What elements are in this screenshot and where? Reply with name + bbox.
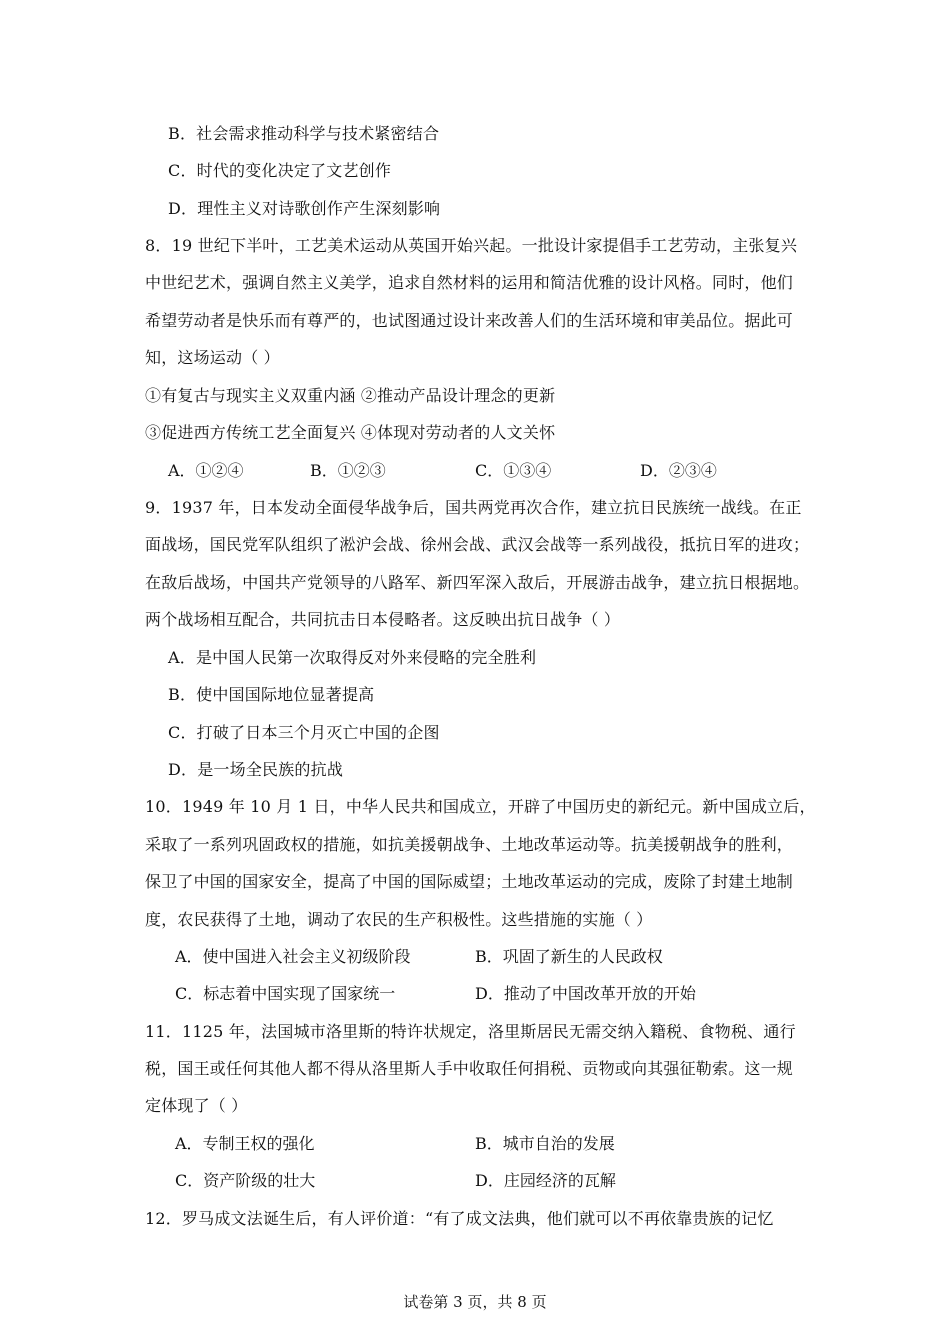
q8-stem-line: 8．19 世纪下半叶，工艺美术运动从英国开始兴起。一批设计家提倡手工艺劳动，主张复兴 <box>145 236 798 255</box>
q10-option-a: A．使中国进入社会主义初级阶段 <box>175 947 411 966</box>
q10-option-c: C．标志着中国实现了国家统一 <box>175 984 396 1003</box>
q10-stem-line: 采取了一系列巩固政权的措施，如抗美援朝战争、土地改革运动等。抗美援朝战争的胜利， <box>145 835 794 854</box>
q9-option-b: B．使中国国际地位显著提高 <box>168 685 375 704</box>
q9-option-d: D．是一场全民族的抗战 <box>168 760 344 779</box>
q11-stem-line: 定体现了（ ） <box>145 1096 248 1115</box>
q8-stem-line: 希望劳动者是快乐而有尊严的，也试图通过设计来改善人们的生活环境和审美品位。据此可 <box>145 311 794 330</box>
q8-option-b: B．①②③ <box>310 461 386 480</box>
q11-option-c: C．资产阶级的壮大 <box>175 1171 316 1190</box>
q7-option-b: B．社会需求推动科学与技术紧密结合 <box>168 124 440 143</box>
q11-stem-line: 税，国王或任何其他人都不得从洛里斯人手中收取任何捐税、贡物或向其强征勒索。这一规 <box>145 1059 794 1078</box>
q12-stem-line: 12．罗马成文法诞生后，有人评价道：“有了成文法典，他们就可以不再依靠贵族的记忆 <box>145 1209 774 1228</box>
q7-option-d: D．理性主义对诗歌创作产生深刻影响 <box>168 199 441 218</box>
q9-stem-line: 面战场，国民党军队组织了淞沪会战、徐州会战、武汉会战等一系列战役，抵抗日军的进攻； <box>145 535 810 554</box>
q9-option-c: C．打破了日本三个月灭亡中国的企图 <box>168 723 440 742</box>
q9-stem-line: 两个战场相互配合，共同抗击日本侵略者。这反映出抗日战争（ ） <box>145 610 621 629</box>
q9-stem-line: 9．1937 年，日本发动全面侵华战争后，国共两党再次合作，建立抗日民族统一战线。在正 <box>145 498 802 517</box>
q9-stem-line: 在敌后战场，中国共产党领导的八路军、新四军深入敌后，开展游击战争，建立抗日根据地。 <box>145 573 810 592</box>
q10-stem-line: 10．1949 年 10 月 1 日，中华人民共和国成立，开辟了中国历史的新纪元。新中国成立后， <box>145 797 816 816</box>
q8-statement: ①有复古与现实主义双重内涵 ②推动产品设计理念的更新 <box>145 386 556 405</box>
q9-option-a: A．是中国人民第一次取得反对外来侵略的完全胜利 <box>168 648 537 667</box>
q11-option-a: A．专制王权的强化 <box>175 1134 315 1153</box>
q8-option-c: C．①③④ <box>475 461 552 480</box>
page-footer: 试卷第 3 页，共 8 页 <box>403 1293 547 1311</box>
q11-option-d: D．庄园经济的瓦解 <box>475 1171 616 1190</box>
q8-stem-line: 知，这场运动（ ） <box>145 348 280 367</box>
q11-option-b: B．城市自治的发展 <box>475 1134 615 1153</box>
q8-option-a: A．①②④ <box>168 461 244 480</box>
q7-option-c: C．时代的变化决定了文艺创作 <box>168 161 392 180</box>
q11-stem-line: 11．1125 年，法国城市洛里斯的特许状规定，洛里斯居民无需交纳入籍税、食物税、通行 <box>145 1022 796 1041</box>
q8-statement: ③促进西方传统工艺全面复兴 ④体现对劳动者的人文关怀 <box>145 423 556 442</box>
q8-option-d: D．②③④ <box>640 461 717 480</box>
q10-option-d: D．推动了中国改革开放的开始 <box>475 984 696 1003</box>
q10-stem-line: 保卫了中国的国家安全，提高了中国的国际威望；土地改革运动的完成，废除了封建土地制 <box>145 872 794 891</box>
q8-stem-line: 中世纪艺术，强调自然主义美学，追求自然材料的运用和简洁优雅的设计风格。同时，他们 <box>145 273 794 292</box>
q10-option-b: B．巩固了新生的人民政权 <box>475 947 663 966</box>
q10-stem-line: 度，农民获得了土地，调动了农民的生产积极性。这些措施的实施（ ） <box>145 910 653 929</box>
